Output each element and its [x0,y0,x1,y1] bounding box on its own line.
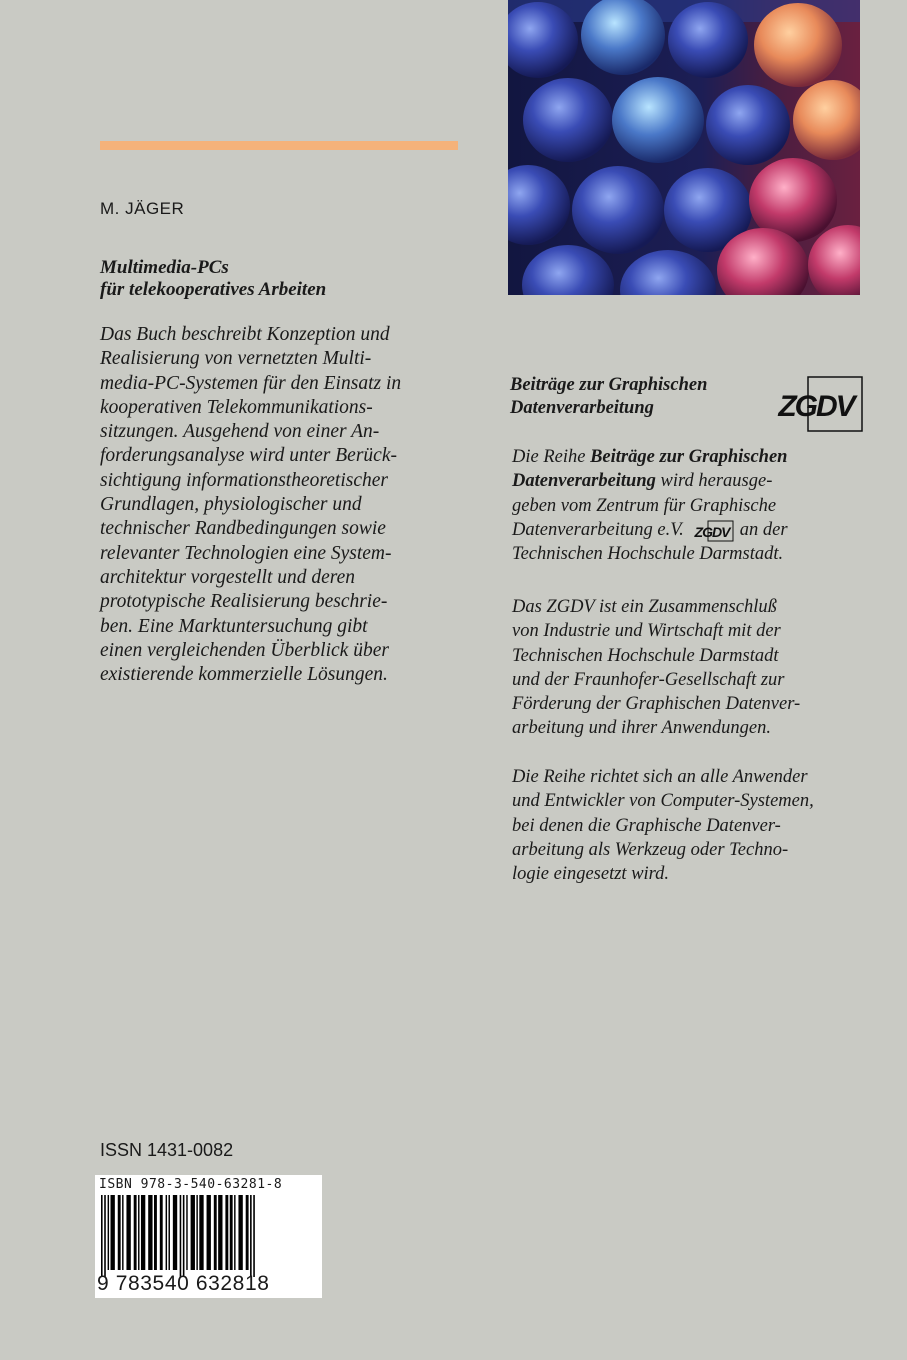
book-title-line-2: für telekooperatives Arbeiten [100,279,327,300]
barcode-bar [169,1195,170,1270]
barcode-bar [253,1195,255,1277]
isbn-label: ISBN 978-3-540-63281-8 [99,1177,283,1192]
barcode-bar [250,1195,252,1277]
barcode-bar [207,1195,211,1270]
barcode-bar [134,1195,137,1270]
barcode-bar [180,1195,182,1277]
barcode-bar [191,1195,195,1270]
barcode-bar [160,1195,163,1270]
barcode-bar [196,1195,197,1270]
para3-line: arbeitung als Werkzeug oder Techno- [512,839,789,860]
description-line: sitzungen. Ausgehend von einer An- [100,421,380,443]
para1-bold-series-name: Beiträge zur Graphischen [590,447,788,467]
para1-line-4-before: Datenverarbeitung e.V. [512,519,684,540]
cover-photo [508,0,860,295]
para2-line: arbeitung und ihrer Anwendungen. [512,718,771,739]
barcode-bar [154,1195,157,1270]
barcode-bar [218,1195,222,1270]
series-heading [510,374,707,420]
barcode-bar [108,1195,109,1270]
barcode-bar [199,1195,203,1270]
para3-line: logie eingesetzt wird. [512,864,670,885]
series-paragraph-3 [512,765,892,886]
description-line: relevanter Technologien eine System- [100,542,392,564]
barcode-bar [141,1195,145,1270]
para1-bold-series-name-2: Datenverarbeitung [512,471,656,492]
orange-accent-bar [100,141,458,150]
barcode-bar [214,1195,217,1270]
barcode-bar [230,1195,233,1270]
series-heading-line-1: Beiträge zur Graphischen [510,375,708,395]
para2-line: und der Fraunhofer-Gesellschaft zur [512,669,785,690]
barcode-bar [104,1195,106,1277]
para1-line-4-after: an der [739,519,788,540]
barcode-bar [111,1195,115,1270]
description-line: architektur vorgestellt und deren [100,566,356,588]
series-paragraph-2 [512,595,892,741]
description-line: kooperativen Telekommunikations- [100,396,373,418]
para1-line-5: Technischen Hochschule Darmstadt. [512,544,784,565]
book-title [100,257,480,301]
series-heading-line-2: Datenverarbeitung [510,398,654,418]
barcode-bar [148,1195,152,1270]
barcode-bar [234,1195,235,1270]
para2-line: Förderung der Graphischen Datenver- [512,694,801,715]
barcode-bar [183,1195,185,1277]
issn-label: ISSN 1431-0082 [100,1140,234,1160]
barcode-bar [173,1195,177,1270]
description-line: sichtigung informationstheoretischer [100,469,388,491]
description-line: media-PC-Systemen für den Einsatz in [100,372,402,394]
barcode-bar [126,1195,130,1270]
para3-line: bei denen die Graphische Datenver- [512,815,781,836]
description-line: forderungsanalyse wird unter Berück- [100,445,397,467]
barcode-bar [138,1195,139,1270]
series-paragraph-1 [512,445,892,566]
para2-line: Das ZGDV ist ein Zusammenschluß [512,597,777,617]
description-line: einen vergleichenden Überblick über [100,639,389,661]
barcode-bar [225,1195,228,1270]
description-line: prototypische Realisierung beschrie- [100,591,388,613]
para1-line-3: geben vom Zentrum für Graphische [512,495,777,516]
barcode-bar [101,1195,103,1277]
svg-text:ZGDV: ZGDV [694,523,730,540]
para2-line: von Industrie und Wirtschaft mit der [512,621,781,642]
barcode-bar [166,1195,167,1270]
barcode-bar [186,1195,187,1270]
svg-text:ZGDV: ZGDV [778,390,854,423]
para3-line: und Entwickler von Computer-Systemen, [512,791,814,812]
zgdv-logo [770,376,863,432]
barcode-bar [246,1195,249,1270]
description-line: existierende kommerzielle Lösungen. [100,664,388,686]
para1-lead: Die Reihe [512,447,586,467]
description-line: Realisierung von vernetzten Multi- [100,348,372,370]
description-line: ben. Eine Marktuntersuchung gibt [100,615,368,637]
barcode-digits: 9 783540 632818 [97,1272,270,1295]
barcode-bar [122,1195,123,1270]
barcode-bar [118,1195,121,1270]
author-name: M. JÄGER [100,199,185,218]
description-line: technischer Randbedingungen sowie [100,518,386,540]
book-description [100,323,480,687]
description-line: Das Buch beschreibt Konzeption und [100,324,390,345]
zgdv-inline-logo [690,520,734,542]
barcode-bar [238,1195,242,1270]
para3-line: Die Reihe richtet sich an alle Anwender [512,767,808,787]
description-line: Grundlagen, physiologischer und [100,494,362,516]
isbn-barcode [95,1175,322,1298]
book-title-line-1: Multimedia-PCs [100,257,229,278]
para2-line: Technischen Hochschule Darmstadt [512,645,779,666]
para1-tail: wird herausge- [660,471,773,492]
